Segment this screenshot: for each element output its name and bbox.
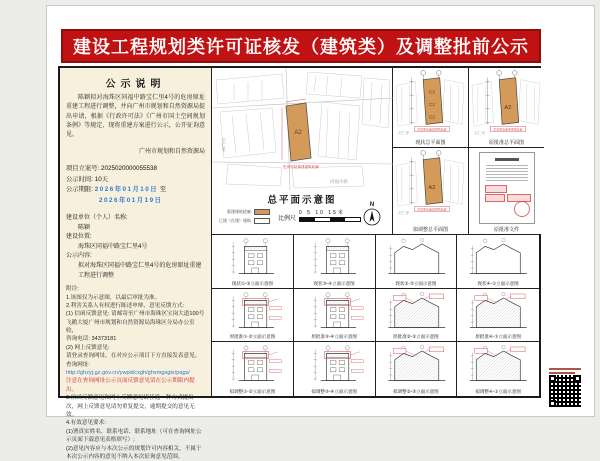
remarks-block bbox=[66, 285, 205, 461]
svg-text:危房原址重建建筑轮廓: 危房原址重建建筑轮廓 bbox=[493, 127, 523, 132]
panel-caption: 现状总平面图 bbox=[415, 140, 446, 146]
svg-text:宝仁里: 宝仁里 bbox=[473, 131, 486, 136]
agency-signature: 广州市规划和自然资源局 bbox=[138, 149, 205, 156]
remark-line: (2) 网上反馈意见: bbox=[66, 344, 110, 351]
duration-label: 公示时间: bbox=[66, 175, 93, 183]
notice-title: 建设工程规划类许可证核发（建筑类）及调整批前公示 bbox=[73, 37, 529, 57]
svg-text:C2: C2 bbox=[429, 89, 435, 95]
elevation-panel-existing-3 bbox=[376, 235, 458, 289]
street-label: 宝仁里 bbox=[221, 138, 227, 152]
elevation-panel-adjusted-1 bbox=[212, 342, 294, 396]
legend-swatch-rebuild bbox=[254, 209, 270, 215]
elevation-caption: 拟调整④-①立面示意图 bbox=[475, 389, 521, 394]
red-stamp bbox=[514, 201, 530, 217]
scale-bar-segments bbox=[299, 217, 361, 222]
remark-line: (2)意见内容应与本次公示的规划许可内容相关，不属于本次公示内容的意见不纳入本次征询意见范围。 bbox=[66, 445, 202, 460]
panel-adjusted-siteplan bbox=[393, 148, 469, 234]
notice-section-heading: 公示说明 bbox=[105, 79, 166, 90]
case-info-block bbox=[66, 164, 205, 206]
svg-text:危房原址重建建筑轮廓: 危房原址重建建筑轮廓 bbox=[417, 127, 447, 132]
qr-block bbox=[549, 368, 585, 407]
elevation-panel-existing-4 bbox=[457, 235, 539, 289]
street-label: 同福中路 bbox=[330, 179, 348, 184]
svg-text:危房原址重建建筑轮廓: 危房原址重建建筑轮廓 bbox=[417, 207, 447, 212]
svg-text:A2: A2 bbox=[504, 104, 512, 111]
remark-red-note: 注意在查询网址公示页面反馈意见请在公示期限内提出。 bbox=[66, 378, 195, 393]
duration-value: 10天 bbox=[94, 175, 108, 183]
remark-line: 3.信函反馈意见和网上反馈意见请任选一种方式提出一次，网上反馈意见请勿重复提交，逾期提交的意见无效。 bbox=[66, 395, 200, 418]
elevation-panel-approved-4 bbox=[457, 289, 539, 343]
project-fields bbox=[66, 214, 205, 281]
panel-caption: 拟调整总平面图 bbox=[412, 227, 448, 233]
svg-text:宝仁里: 宝仁里 bbox=[397, 131, 410, 136]
elevation-caption: 原批准③-④立面示意图 bbox=[311, 334, 357, 340]
qr-code bbox=[549, 375, 581, 407]
approval-document-image bbox=[479, 152, 535, 224]
duration-line bbox=[66, 175, 205, 185]
remark-line: (1)署真实姓名、联系电话、联系地址（可在查询网址公示页面下载意见表格填写）; bbox=[66, 428, 202, 444]
feedback-url-link[interactable]: http://ghzyj.gz.gov.cn/ywpd/cxgh/ghxmgsgtx/pqgs/ bbox=[66, 370, 190, 377]
elevation-caption: 拟调整②-③立面示意图 bbox=[393, 389, 439, 394]
scale-label: 比例尺 bbox=[278, 216, 297, 222]
elevation-caption: 现状②-③立面示意图 bbox=[395, 280, 437, 286]
notice-text-column bbox=[60, 68, 212, 460]
period-join: 至 bbox=[159, 186, 167, 194]
document-page bbox=[46, 5, 595, 460]
svg-text:C2: C2 bbox=[429, 101, 435, 107]
legend-row bbox=[218, 216, 270, 225]
elevation-panel-adjusted-3 bbox=[376, 342, 458, 396]
remark-line: 请登录查询网址，在对应公示项目下方直接发表意见。 bbox=[66, 353, 201, 360]
panel-approval-document bbox=[469, 148, 544, 234]
field-label: 建设位置: bbox=[66, 234, 92, 241]
field-value: 陈颖 bbox=[78, 224, 91, 231]
field-label: 公示内容: bbox=[66, 253, 92, 260]
elevation-panel-adjusted-4 bbox=[457, 342, 539, 396]
elevation-drawings-grid bbox=[212, 235, 539, 396]
elevation-caption: 原批准①-②立面示意图 bbox=[229, 334, 276, 340]
elevation-panel-existing-1 bbox=[212, 235, 294, 289]
elevation-caption: 现状①-②立面示意图 bbox=[231, 280, 273, 286]
elevation-caption: 拟调整③-④立面示意图 bbox=[311, 389, 357, 394]
elevation-panel-approved-1 bbox=[212, 289, 294, 343]
elevation-panel-existing-2 bbox=[294, 235, 376, 289]
comparison-panels bbox=[393, 68, 539, 235]
siteplan-title: 总平面示意图 bbox=[267, 195, 337, 206]
panel-caption: 原批准文件 bbox=[493, 227, 519, 233]
remark-line: 4.有效意见要求: bbox=[66, 420, 106, 427]
case-number-value: 2025020000055538 bbox=[100, 165, 158, 173]
elevation-caption: 现状④-①立面示意图 bbox=[477, 280, 519, 286]
siteplan-legend bbox=[218, 207, 270, 225]
elevation-panel-approved-2 bbox=[294, 289, 376, 343]
field-value: 海珠区同福中路宝仁里4号 bbox=[78, 243, 148, 250]
remark-line: 2.利害关系人有权进行陈述申辩、意见反馈方式: bbox=[66, 302, 185, 309]
elevation-caption: 原批准④-①立面示意图 bbox=[475, 334, 521, 340]
field-value: 拟对海珠区同福中路宝仁里4号的危房原址重建工程进行调整 bbox=[78, 262, 202, 279]
period-end-date: 2026年01月19日 bbox=[99, 196, 163, 204]
scale-bar bbox=[278, 209, 361, 222]
remarks-label: 附注: bbox=[66, 286, 79, 293]
remark-line: 1.该图仅为示意图，以最后审批为准。 bbox=[66, 294, 161, 301]
remark-line: 查询网址: bbox=[66, 361, 90, 368]
svg-text:宝仁里: 宝仁里 bbox=[397, 211, 410, 216]
elevation-panel-adjusted-2 bbox=[294, 342, 376, 396]
elevation-caption: 原批准②-③立面示意图 bbox=[393, 334, 439, 340]
notice-paragraph: 陈颖拟对海珠区同福中路宝仁里4号的危房原址重建工程进行调整，并向广州市规划和自然资源局提出申请，根据《行政许可法》《广州市国土空间规划条例》等规定，现将重建方案进行公示，公开征询意见。 bbox=[66, 95, 205, 139]
elevation-caption: 拟调整①-②立面示意图 bbox=[229, 389, 276, 394]
case-number-label: 项目立案号: bbox=[66, 165, 100, 173]
case-number-line bbox=[66, 164, 205, 174]
legend-row bbox=[218, 207, 270, 216]
remark-line: 咨询电话: 34373181 bbox=[66, 336, 117, 343]
elevation-caption: 现状③-④立面示意图 bbox=[313, 280, 355, 286]
field-label: 建设单位（个人）名称: bbox=[66, 214, 128, 221]
period-start-date: 2026年01月10日 bbox=[94, 186, 159, 194]
svg-text:C2: C2 bbox=[429, 114, 435, 120]
period-label: 公示期限: bbox=[66, 186, 93, 194]
notice-body-frame bbox=[58, 66, 541, 460]
notice-title-banner bbox=[61, 29, 541, 63]
legend-label: 重建建筑轮廓: bbox=[226, 208, 252, 214]
panel-approved-siteplan bbox=[469, 68, 544, 148]
site-label: A2 bbox=[294, 130, 302, 136]
panel-caption: 原批准总平面图 bbox=[488, 140, 524, 146]
siteplan-column bbox=[212, 68, 393, 235]
panel-existing-siteplan bbox=[393, 68, 469, 148]
site-marker-label: 危房原址重建建筑轮廓 bbox=[283, 165, 319, 169]
elevation-panel-approved-3 bbox=[376, 289, 458, 343]
siteplan-map bbox=[212, 68, 393, 190]
legend-swatch-existing bbox=[254, 218, 270, 224]
qr-caption-lines bbox=[549, 368, 585, 374]
scale-graphic bbox=[299, 209, 361, 222]
period-line bbox=[66, 185, 205, 195]
legend-label: 已建（在建）建筑: bbox=[218, 217, 252, 223]
north-label: N bbox=[369, 202, 375, 208]
north-arrow-icon bbox=[363, 208, 381, 226]
svg-text:A2: A2 bbox=[428, 184, 436, 191]
north-arrow bbox=[360, 202, 384, 231]
scale-ticks: 0 5 10 15米 bbox=[299, 210, 345, 216]
remark-line: (1) 信函反馈意见: 请邮寄至广州市海珠区宝岗大道100号飞鹅大厦广州市规划和自然资源局海珠区分局办公室收， bbox=[66, 311, 205, 335]
